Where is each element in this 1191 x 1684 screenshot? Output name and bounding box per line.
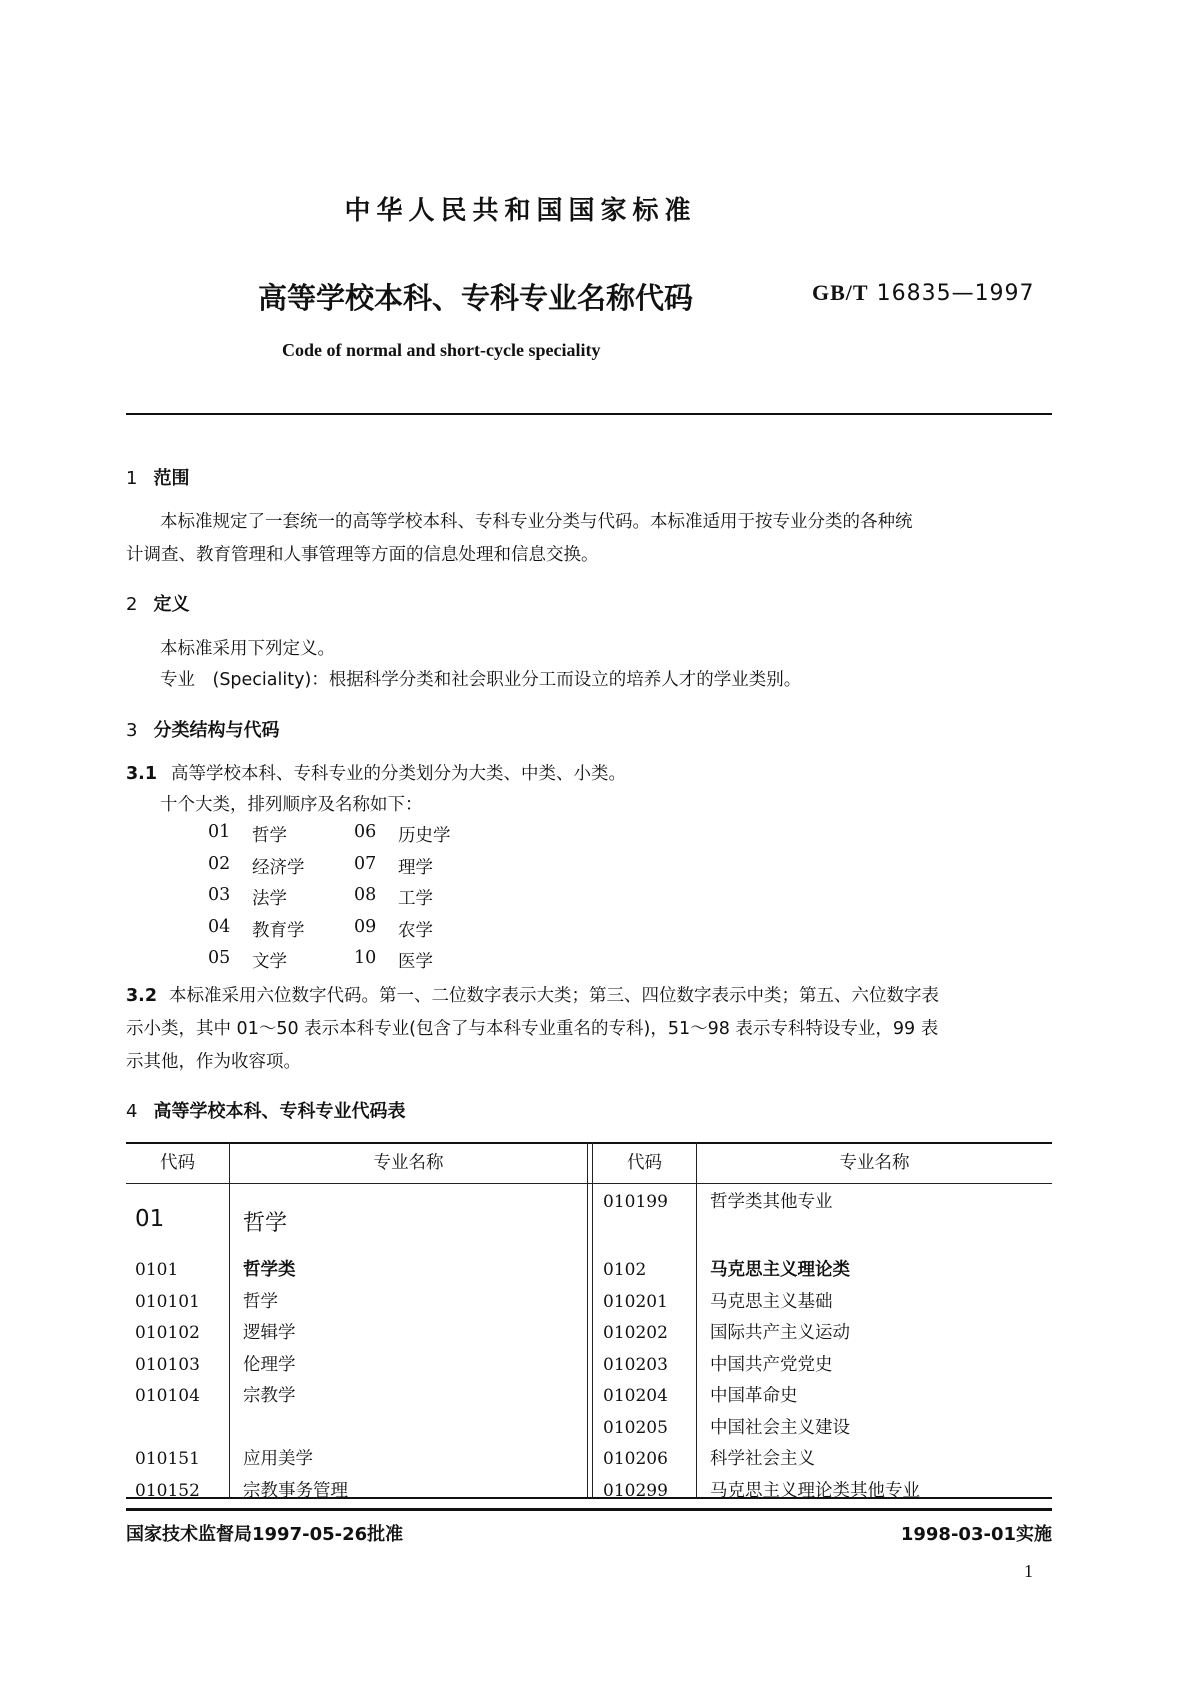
category-row [208, 885, 500, 917]
category-name: 教育学 [252, 920, 305, 941]
standard-code: 16835—1997 [876, 281, 1035, 306]
major-categories-list [208, 822, 500, 980]
section-title: 高等学校本科、专科专业代码表 [153, 1101, 406, 1122]
major-category-name: 哲学 [243, 1211, 288, 1236]
table-center-divider [587, 1142, 588, 1498]
table-row-name: 中国革命史 [710, 1386, 798, 1406]
table-row-code: 010206 [603, 1449, 668, 1469]
category-name: 经济学 [252, 857, 305, 878]
section-number: 2 [126, 594, 138, 615]
table-row-name: 宗教事务管理 [243, 1480, 348, 1501]
table-row-name: 马克思主义理论类 [710, 1260, 850, 1280]
section-title: 分类结构与代码 [153, 720, 280, 741]
category-name: 农学 [398, 920, 433, 941]
subsection-text: 本标准采用六位数字代码。第一、二位数字表示大类；第三、四位数字表示中类；第五、六位数字表 [169, 986, 940, 1006]
category-code: 01 [208, 822, 231, 842]
category-name: 历史学 [398, 826, 451, 846]
right-name-column [710, 1255, 920, 1507]
section-number: 3 [126, 720, 138, 741]
table-row-code: 010103 [135, 1354, 200, 1375]
table-row-code: 010205 [603, 1417, 668, 1438]
section-1-heading [126, 464, 189, 490]
section-number: 4 [126, 1101, 138, 1122]
table-row-name: 马克思主义基础 [710, 1291, 833, 1312]
table-row-code: 010204 [603, 1386, 668, 1406]
table-row-name: 哲学类其他专业 [710, 1192, 833, 1212]
section-1-para-line1: 本标准规定了一套统一的高等学校本科、专科专业分类与代码。本标准适用于按专业分类的各种统 [160, 512, 913, 532]
section-3-heading [126, 716, 279, 742]
category-row [208, 948, 500, 980]
table-row-name: 应用美学 [243, 1449, 313, 1469]
category-code: 04 [208, 916, 231, 937]
table-column-divider [696, 1142, 697, 1498]
right-code-column [603, 1255, 668, 1507]
table-row-code: 010199 [603, 1192, 668, 1212]
category-name: 法学 [252, 889, 287, 910]
national-standard-label: 中华人民共和国国家标准 [344, 196, 697, 226]
subsection-number: 3.2 [126, 986, 158, 1006]
section-number: 1 [126, 468, 138, 489]
header-name: 专业名称 [373, 1153, 444, 1173]
category-code: 09 [354, 916, 377, 937]
table-center-divider [592, 1142, 593, 1498]
table-top-border [126, 1142, 1052, 1144]
section-3-1-sub: 十个大类，排列顺序及名称如下： [160, 795, 423, 815]
section-1-para-line2: 计调查、教育管理和人事管理等方面的信息处理和信息交换。 [126, 545, 599, 565]
table-row-name: 哲学类 [243, 1260, 296, 1280]
section-title: 范围 [153, 468, 190, 489]
major-category-code: 01 [135, 1206, 165, 1232]
section-2-line1: 本标准采用下列定义。 [160, 639, 335, 659]
section-3-2-line1 [126, 980, 939, 1013]
table-row-code: 010299 [603, 1480, 668, 1501]
table-row-name: 马克思主义理论类其他专业 [710, 1480, 920, 1501]
section-4-heading [126, 1097, 405, 1123]
category-code: 06 [354, 822, 377, 842]
subsection-number: 3.1 [126, 764, 158, 784]
category-code: 02 [208, 853, 231, 874]
approval-note: 国家技术监督局1997-05-26批准 [126, 1524, 404, 1545]
table-row-name: 宗教学 [243, 1386, 296, 1406]
category-name: 哲学 [252, 826, 287, 846]
category-name: 文学 [252, 952, 287, 973]
left-name-column [243, 1255, 348, 1507]
english-title: Code of normal and short-cycle speciality [282, 340, 601, 360]
category-row [208, 822, 500, 854]
table-row-name: 科学社会主义 [710, 1449, 815, 1469]
table-row-code: 010101 [135, 1291, 200, 1312]
page-number: 1 [1024, 1561, 1033, 1581]
header-divider [126, 413, 1052, 415]
standard-number [812, 280, 1035, 306]
category-code: 05 [208, 948, 231, 969]
table-row-code: 0102 [603, 1260, 647, 1280]
category-code: 03 [208, 885, 231, 906]
header-code: 代码 [160, 1153, 195, 1173]
category-code: 07 [354, 853, 377, 874]
implementation-date: 1998-03-01实施 [900, 1524, 1052, 1545]
table-row-code: 010104 [135, 1386, 200, 1406]
table-row-name: 中国共产党党史 [710, 1354, 833, 1375]
table-row-name [243, 1413, 348, 1445]
category-code: 10 [354, 948, 377, 969]
category-name: 医学 [398, 952, 433, 973]
standard-prefix: GB/T [812, 280, 869, 305]
category-code: 08 [354, 885, 377, 906]
table-row-code: 0101 [135, 1260, 179, 1280]
section-2-definition: 专业 (Speciality)：根据科学分类和社会职业分工而设立的培养人才的学业类别。 [160, 670, 802, 690]
table-row-name: 哲学 [243, 1291, 278, 1312]
subsection-text: 高等学校本科、专科专业的分类划分为大类、中类、小类。 [171, 764, 627, 784]
table-row-name: 国际共产主义运动 [710, 1323, 850, 1343]
table-row-name: 伦理学 [243, 1354, 296, 1375]
table-row-code: 010151 [135, 1449, 200, 1469]
header-name: 专业名称 [839, 1153, 910, 1173]
table-row-name: 逻辑学 [243, 1323, 296, 1343]
header-code: 代码 [627, 1153, 662, 1173]
left-code-column [135, 1255, 200, 1507]
table-row-name: 中国社会主义建设 [710, 1417, 850, 1438]
section-2-heading [126, 590, 189, 616]
table-row-code: 010201 [603, 1291, 668, 1312]
category-row [208, 854, 500, 886]
table-row-code: 010203 [603, 1354, 668, 1375]
table-row-code: 010102 [135, 1323, 200, 1343]
category-name: 理学 [398, 857, 433, 878]
table-column-divider [229, 1142, 230, 1498]
section-title: 定义 [153, 594, 190, 615]
section-3-2-line3: 示其他，作为收容项。 [126, 1052, 301, 1072]
category-name: 工学 [398, 889, 433, 910]
table-row-code: 010202 [603, 1323, 668, 1343]
footer-divider [126, 1508, 1052, 1511]
document-title: 高等学校本科、专科专业名称代码 [258, 281, 694, 315]
section-3-2-line2: 示小类，其中 01～50 表示本科专业(包含了与本科专业重名的专科)，51～98 表示专科特设专业，99 表 [126, 1019, 939, 1039]
table-header-border [126, 1183, 1052, 1184]
table-row-code: 010152 [135, 1480, 200, 1501]
category-row [208, 917, 500, 949]
section-3-1 [126, 758, 626, 791]
table-row-code [135, 1413, 200, 1445]
